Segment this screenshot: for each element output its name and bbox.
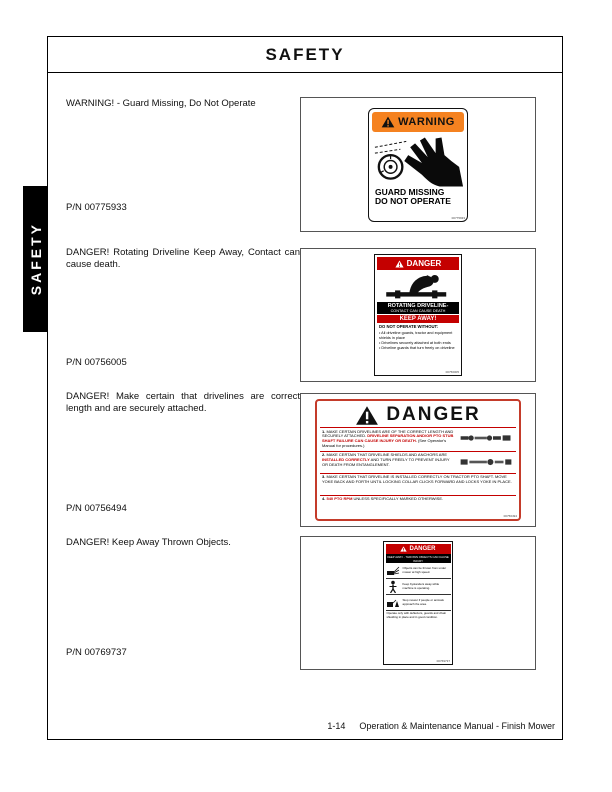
row-text: Stop mower if people or animals approach the area. <box>402 598 444 606</box>
thrown-objects-decal <box>383 541 453 665</box>
decal-black-band <box>377 302 459 314</box>
decal-text-block <box>369 188 467 207</box>
warning-header <box>372 112 464 132</box>
item-number: 4. <box>322 496 326 502</box>
danger-signal-word: DANGER <box>409 545 436 552</box>
decal-footer-text: Operate only with deflectors, guards and chain shielding in place and in good condition. <box>386 611 447 619</box>
bullet-2: • Drivelines securely attached at both ends <box>379 340 451 345</box>
decal-subheading: KEEP AWAY - THROWN OBJECTS CAN CAUSE INJURY <box>387 554 449 563</box>
entanglement-illustration <box>378 271 458 301</box>
guard-missing-decal <box>368 108 468 222</box>
decal-row-2 <box>386 579 451 595</box>
danger-header <box>377 257 459 270</box>
safety-alert-triangle-icon <box>400 546 407 552</box>
decal-item-1 <box>320 427 516 451</box>
item-text: (See Operator's Manual for procedures.) <box>322 438 447 449</box>
warning-signal-word: WARNING <box>398 115 455 128</box>
thrown-object-icon <box>386 564 400 577</box>
decal-text-line-2: DO NOT OPERATE <box>375 196 451 206</box>
section-3-part-number: P/N 00756494 <box>66 503 127 514</box>
side-tab-safety <box>23 186 48 332</box>
item-number: 3. <box>322 474 326 480</box>
item-text: MAKE CERTAIN DRIVELINES ARE OF THE CORRECT LENGTH AND SECURELY ATTACHED. <box>322 428 454 439</box>
item-number: 2. <box>322 452 326 458</box>
section-2-text: DANGER! Rotating Driveline Keep Away, Contact can cause death. <box>66 247 300 270</box>
decal-body-text <box>377 323 459 352</box>
item-text: UNLESS SPECIFICALLY MARKED OTHERWISE. <box>353 496 444 502</box>
body-heading: DO NOT OPERATE WITHOUT: <box>379 324 439 330</box>
section-1-part-number: P/N 00775933 <box>66 202 127 213</box>
decal-text-line-1: GUARD MISSING <box>375 186 445 197</box>
item-text: MAKE CERTAIN THAT DRIVELINE SHIELDS AND ANCHORS ARE <box>326 452 448 458</box>
safety-alert-triangle-icon <box>355 405 379 426</box>
bystander-icon <box>386 580 400 593</box>
title-divider <box>47 72 563 73</box>
decal-row-3 <box>386 595 451 611</box>
item-text: AND TURN FREELY TO PREVENT INJURY OR DEATH FROM ENTANGLEMENT. <box>322 457 450 467</box>
decal-box-driveline-length <box>300 393 536 527</box>
page-footer <box>327 721 555 731</box>
decal-part-number: 00756494 <box>503 514 517 518</box>
danger-header <box>320 403 516 427</box>
danger-header <box>386 544 451 554</box>
danger-signal-word: DANGER <box>386 404 481 425</box>
item-text-red: INSTALLED CORRECTLY <box>322 457 370 463</box>
bullet-1: • All driveline guards, tractor and equipment shields in place <box>379 330 453 340</box>
footer-manual-title: Operation & Maintenance Manual - Finish Mower <box>359 721 555 731</box>
item-text-red: 540 PTO RPM <box>326 496 353 502</box>
page-title: SAFETY <box>265 45 345 64</box>
stop-mower-icon <box>386 596 400 609</box>
decal-item-3 <box>320 473 516 495</box>
safety-alert-triangle-icon <box>381 116 395 128</box>
footer-page-number: 1-14 <box>327 721 346 731</box>
danger-signal-word: DANGER <box>406 259 442 268</box>
section-4-part-number: P/N 00769737 <box>66 647 127 658</box>
decal-part-number: 00769737 <box>436 659 450 663</box>
decal-items <box>320 427 516 517</box>
driveline-length-decal <box>315 399 521 521</box>
decal-item-2 <box>320 451 516 473</box>
driveline-illustration <box>458 431 514 445</box>
rotating-driveline-decal <box>374 254 462 376</box>
hand-driveline-illustration <box>371 135 465 187</box>
decal-box-rotating-driveline <box>300 248 536 382</box>
item-text-red: DRIVELINE SEPARATION AND/OR PTO STUB SHAFT FAILURE CAN CAUSE INJURY OR DEATH. <box>322 433 454 444</box>
driveline-illustration <box>458 455 514 469</box>
item-number: 1. <box>322 428 326 434</box>
decal-box-guard-missing <box>300 97 536 232</box>
section-1-text: WARNING! - Guard Missing, Do Not Operate <box>66 98 256 109</box>
section-3-text: DANGER! Make certain that drivelines are correct length and are securely attached. <box>66 391 300 414</box>
keep-away-band: KEEP AWAY! <box>377 315 459 323</box>
decal-row-1 <box>386 563 451 579</box>
side-tab-label: SAFETY <box>27 222 44 296</box>
decal-part-number: 00775933 <box>451 215 465 220</box>
safety-alert-triangle-icon <box>395 260 404 268</box>
decal-item-4 <box>320 495 516 517</box>
band-line-1: ROTATING DRIVELINE- <box>387 303 449 309</box>
section-4-text: DANGER! Keep Away Thrown Objects. <box>66 537 231 548</box>
section-2-part-number: P/N 00756005 <box>66 357 127 368</box>
decal-box-thrown-objects <box>300 536 536 670</box>
row-text: Keep bystanders away while machine is operating. <box>402 582 440 590</box>
row-text: Objects can be thrown from under mower at high speed. <box>402 566 447 574</box>
decal-part-number: 00756005 <box>445 370 459 374</box>
band-line-2: CONTACT CAN CAUSE DEATH <box>390 309 446 313</box>
item-text: MAKE CERTAIN THAT DRIVELINE IS INSTALLED CORRECTLY ON TRACTOR PTO SHAFT. MOVE YOKE BACK AND FORTH UNTIL LOCKING COLLAR CLICKS FORWARD AND LOCKS YOKE IN PLACE. <box>322 474 512 485</box>
bullet-3: • Driveline guards that turn freely on driveline <box>379 346 455 351</box>
